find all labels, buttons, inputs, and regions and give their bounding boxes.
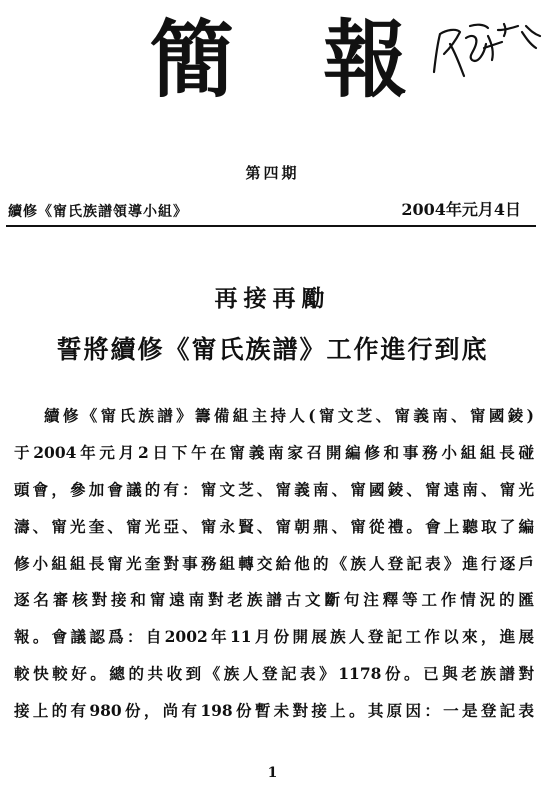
body-line: 濤、甯光奎、甯光亞、甯永賢、甯朝鼎、甯從禮。會上聽取了編 [14, 516, 534, 536]
issue-date: 2004年元月4日 [401, 200, 521, 219]
body-line: 修小組組長甯光奎對事務組轉交給他的《族人登記表》進行逐戶 [14, 553, 534, 573]
body-line: 頭會，參加會議的有：甯文芝、甯義南、甯國錂、甯遠南、甯光 [14, 479, 534, 499]
headline-secondary: 誓將續修《甯氏族譜》工作進行到底 [56, 335, 489, 364]
article-body [14, 398, 534, 730]
page-number: 1 [267, 765, 278, 781]
body-line: 于2004年元月2日下午在甯義南家召開編修和事務小組組長碰 [14, 442, 534, 462]
issue-number: 第四期 [245, 164, 300, 182]
handwritten-signature [426, 14, 544, 86]
headline-primary: 再接再勵 [214, 285, 331, 312]
organization-name: 續修《甯氏族譜領導小組》 [8, 204, 188, 220]
body-line: 接上的有980份，尚有198份暫未對接上。其原因：一是登記表 [14, 701, 534, 721]
masthead-title: 簡 報 [150, 10, 438, 109]
body-line: 逐名審核對接和甯遠南對老族譜古文斷句注釋等工作情況的匯 [14, 590, 534, 610]
body-line: 報。會議認爲：自2002年11月份開展族人登記工作以來，進展 [14, 627, 534, 647]
header-rule [6, 225, 536, 227]
body-line: 較快較好。總的共收到《族人登記表》1178份。已與老族譜對 [14, 664, 534, 684]
body-line: 續修《甯氏族譜》籌備組主持人(甯文芝、甯義南、甯國錂) [44, 406, 534, 425]
